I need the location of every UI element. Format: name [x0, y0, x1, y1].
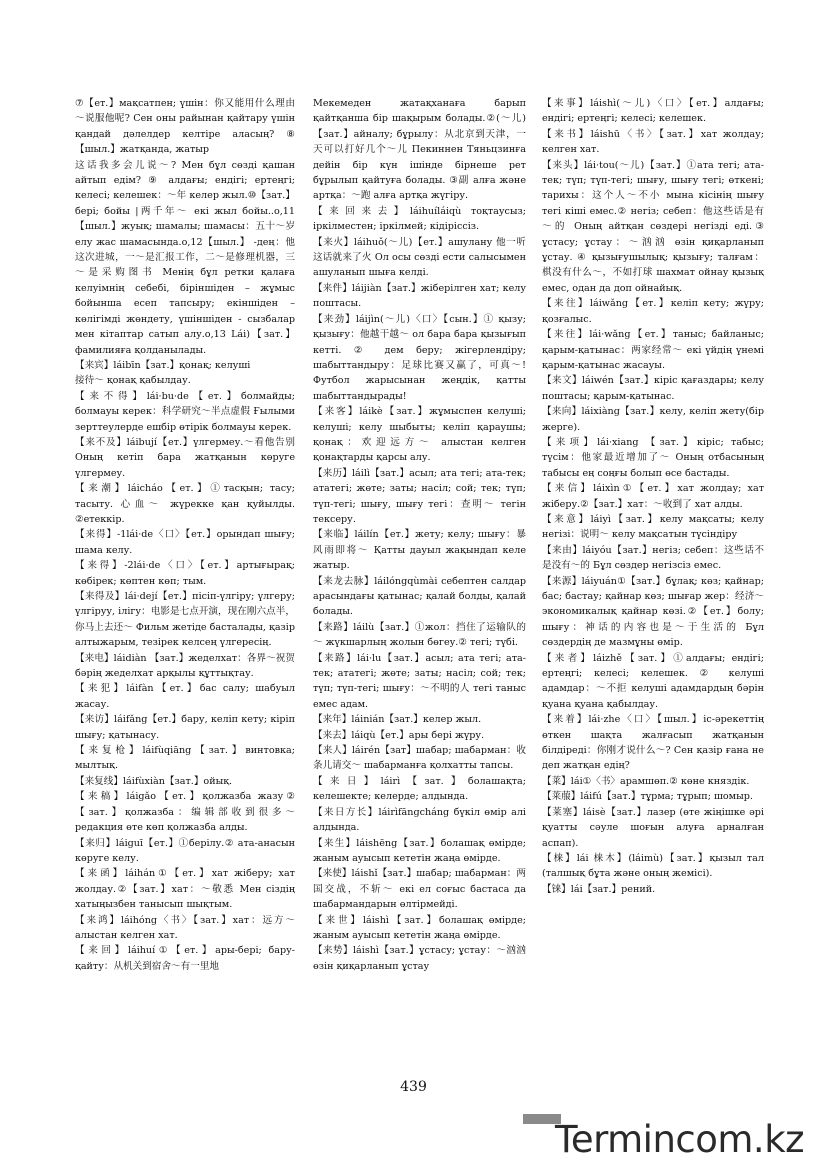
dictionary-entry: 【来龙去脉】láilóngqùmài себептен салдар арасындағы қатынас; қалай болды, қалай болады.: [313, 575, 526, 618]
dictionary-entry: 【来电】láidiàn 【зат.】жеделхат：各界～祝贺 бәрің жеделхат арқылы құттықтау.: [75, 652, 295, 680]
dictionary-entry: 【来宾】láibīn【зат.】қонақ; келуші: [75, 359, 251, 371]
dictionary-entry: 【铼】lái【зат.】рений.: [542, 883, 656, 895]
dictionary-entry: 【来去】láiqù【ет.】ары бері жүру.: [313, 729, 485, 741]
dictionary-entry: 【来不得】lái·bu·de【ет.】болмайды; болмауы керек：科学研究～半点虚假 Ғылыми зерттеулерде ешбір өтірік болмауы керек.: [75, 390, 295, 433]
dictionary-entry: 【来往】láiwǎng【ет.】келіп кету; жүру; қозғалыс.: [542, 298, 764, 325]
dictionary-entry: 【莱塞】láisè【зат.】лазер (өте жіңішке әрі қуатты сәуле шоғын алуға арналған аспап).: [542, 806, 764, 849]
dictionary-column-3: [542, 96, 764, 1061]
dictionary-entry: 【来得及】lái·dejí【ет.】пісіп-үлгіру; үлгеру; үлгіруу, ілігу：电影是七点开演，现在刚六点半，你马上去还～ Фильм жетіде басталады, қазір алтыжарым, тезірек келсең үлгересің.: [75, 591, 295, 649]
dictionary-entry: 【来信】láixìn①【ет.】хат жолдау; хат жіберу.②【зат.】хат：～收到了 хат алды.: [542, 483, 764, 510]
dictionary-entry: 【来路】láilù【зат.】①жол：挡住了运输队的～ жүкшарлың жолын бөгеу.② тегі; түбі.: [313, 621, 526, 649]
dictionary-entry: Мекемеден жатақханаға барып қайтқанша бір шақырым болады.②(～儿)【зат.】айналу; бұрылу：从北京到天津，一天可以打好几个～儿 Пекиннен Тяньцзинға дейін бір күн ішінде бірнеше рет бұрылып қайтуға болады. ③副 алға және артқа：～跑 алға артқа жүгіру.: [313, 98, 526, 202]
dictionary-entry: 【来件】láijiàn【зат.】жіберілген хат; келу поштасы.: [313, 282, 526, 310]
dictionary-entry: 【来势】láishì【зат.】ұстасу; ұстау：～汹汹 өзін қиқарланып ұстау: [313, 945, 526, 972]
dictionary-column-2: [313, 96, 526, 1061]
dictionary-entry: 【梾】lái 梾木】(láimù)【зат.】қызыл тал (талшық бұта және оның жеміcі).: [542, 852, 764, 880]
dictionary-entry: 【来路】lái·lu【зат.】асыл; ата тегі; ата-тек; ататегі; жөте; заты; насіл; сой; тек; түп; түп-тегі; шығу：～不明的人 тегі таныс емес адам.: [313, 652, 526, 710]
dictionary-entry: 【来使】láishǐ【зат.】шабар; шабарман：两国交战，不斩～ екі ел соғыс бастаса да шабармандарын өлтірмейді.: [313, 868, 526, 911]
dictionary-entry: 【来着】lái·zhe〈口〉【шыл.】іс-әрекеттің өткен шақта жалғасып жатқанын білдіреді：你刚才说什么～? Сен қазір ғана не деп жатқан едің?: [542, 714, 764, 772]
dictionary-entry: 【来文】láiwén【зат.】кіріс қағаздары; келу поштасы; қарым-қатынас.: [542, 375, 764, 402]
dictionary-entry: 【来历】láilì【зат.】асыл; ата тегі; ата-тек; ататегі; жөте; заты; насіл; сой; тек; түп; түп-тегі; шығу, шығу тегі：查明～ тегін тексеру.: [313, 467, 526, 525]
dictionary-entry: 【来得】-1lái·de〈口〉【ет.】орындап шығу; шама келу.: [75, 529, 295, 556]
dictionary-entry: 【来头】lái·tou(～儿)【зат.】①ата тегі; ата-тек; түп; түп-тегі; шығу, шығу тегі; өткені; тарихы：这个人～不小 мына кісінің шығу тегі кіші емес.② негіз; себеп：他这些话是有～的 Оның айтқан сөздері негізді еді.③ ұстасу; ұстау：～汹汹 өзін қиқарланып ұстау. ④ қызығушылық; қызығу; талғам：棋没有什么～，不如打球 шахмат ойнау қызық емес, одан да доп ойнайық.: [542, 159, 764, 294]
dictionary-entry: ⑦【ет.】мақсатпен; үшін：你又能用什么理由～说服他呢? Сен оны райынан қайтару үшін қандай дәлелдер келтіре аласың? ⑧【шыл.】жатқанда, жатыр: [75, 98, 295, 156]
dictionary-entry: 【来向】láixiàng【зат.】келу, келіп жету(бір жерге).: [542, 406, 764, 433]
dictionary-column-1: [75, 96, 295, 1061]
dictionary-entry: 接待～ қонақ қабылдау.: [75, 375, 191, 387]
dictionary-entry: 【来意】láiyì【зат.】келу мақсаты; келу негізі：说明～ келу мақсатын түсіндіру: [542, 513, 764, 541]
dictionary-entry: 【来年】láinián【зат.】келер жыл.: [313, 714, 482, 726]
dictionary-entry: 【莱菔】láifú【зат.】тұрма; тұрып; шомыр.: [542, 791, 753, 803]
dictionary-entry: 【来得】-2lái·de〈口〉【ет.】артығырақ; көбірек; көптен көп; тым.: [75, 560, 295, 587]
dictionary-entry: 【来书】láishū〈书〉【зат.】хат жолдау; келген хат.: [542, 128, 764, 156]
dictionary-entry: 【来往】lái·wǎng【ет.】таныс; байланыс; қарым-қатынас：两家经常～ екі үйдің үнемі қарым-қатынас жасауы.: [542, 329, 764, 371]
dictionary-entry: 【来访】láifǎng【ет.】бару, келіп кету; кіріп шығу; қатынасу.: [75, 714, 295, 741]
dictionary-entry: 【来回来去】láihuíláiqù тоқтаусыз; іркілместен; іркілмей; кідіріссіз.: [313, 205, 526, 233]
dictionary-entry: 【来人】láirén【зат】шабар; шабарман：收条儿请交～ шабарманға қолхатты тапсы.: [313, 745, 526, 772]
dictionary-entry: 【来源】láiyuán①【зат.】бұлақ; көз; қайнар; бас; бастау; қайнар көз; шығар жер：经济～ экономикалық қайнар көзі.②【ет.】болу; шығу：神话的内容也是～于生活的 Бұл сөздердің де мазмұны өмір.: [542, 575, 764, 649]
dictionary-entry: 这话我多会儿说～? Мен бұл сөзді қашан айтып едім? ⑨ алдағы; ендігі; ертеңгі; келесі; келешек：～年 келер жыл.⑩【зат.】бері; бойы |两千年～ екі жыл бойы..о,11 【шыл.】жуық; шамалы; шамасы：五十～岁 елу жас шамасында.о,12【шыл.】 -дең：他这次进城，一～是汇报工作，二～是修理机器，三～是采购图书 Менің бұл ретки қалаға келуімнің себебі, біріншіден – жұмыс бойынша есеп тапсыру; екіншіден – көлігімді жөндету, үшіншіден - сызбалар мен кітаптар сатып алу.о,13 Lái)【зат.】фамилияға қолданылады.: [75, 159, 295, 356]
dictionary-entry: 【来劲】láijìn(～儿)〈口〉【сын.】① қызу; қызығу：他越干越～ ол бара бара қызығып кетті. ② дем беру; жігерлендіру; шабыттандыру：足球比赛又赢了，可真～! Футбол жарысынан жеңдік, қатты шабыттандырады!: [313, 313, 526, 402]
dictionary-entry: 【来不及】láibují【ет.】үлгермеу.～看他告别 Оның кетіп бара жатқанын көруге үлгермеу.: [75, 436, 295, 479]
dictionary-entry: 【莱】lái①〈书〉арамшөп.② көне княздік.: [542, 775, 750, 787]
dictionary-entry: 【来复枪】láifùqiāng【зат.】винтовка; мылтық.: [75, 745, 295, 772]
dictionary-entry: 【来稿】láigǎo【ет.】қолжазба жазу② 【зат.】қолжазба：编辑部收到很多～ редакция өте көп қолжазба алды.: [75, 791, 295, 834]
dictionary-entry: 【来项】lái·xiang 【зат.】кіріс; табыс; түсім：他家最近增加了～ Оның отбасының табысы ең соңғы болып өсе бастады.: [542, 436, 764, 479]
dictionary-entry: 【来日方长】láirìfāngcháng бүкіл өмір алі алдында.: [313, 806, 526, 834]
dictionary-entry: 【来者】láizhě【зат.】①алдағы; ендігі; ертеңгі; келесі; келешек. ② келуші адамдар：～不拒 келуші адамдардың бәрін қуана қуана қабылдау.: [542, 652, 764, 710]
dictionary-entry: 【来世】láishì【зат.】болашақ өмірде; жаным ауысып кететін жаңа өмірде.: [313, 914, 526, 941]
dictionary-entry: 【来客】láikè【зат.】жұмыспен келуші; келуші; келу шыбыты; келіп қараушы; қонақ：欢迎远方～ алыстан келген қонақтарды қарсы алу.: [313, 406, 526, 464]
dictionary-entry: 【来函】láihán①【ет.】хат жіберу; хат жолдау.②【зат.】хат：～敬悉 Мен сіздің хатыңызбен танысып шықтым.: [75, 868, 295, 911]
site-logo: [523, 1108, 823, 1163]
dictionary-entry: 【来火】láihuǒ(～儿)【ет.】ашулану 他一听这话就来了火 Ол осы сөзді ести салысымен ашуланып шыға келді.: [313, 236, 526, 279]
dictionary-entry: 【来潮】láicháo【ет.】①тасқын; тасу; тасыту. 心血～ жүрекке қан қуйылды. ②етеккір.: [75, 483, 295, 525]
dictionary-entry: 【来鸿】láihóng〈书〉【зат.】хат：远方～ алыстан келген хат.: [75, 914, 295, 941]
dictionary-entry: 【来事】láishì(～儿)〈口〉【ет.】алдағы; ендігі; ертеңгі; келесі; келешек.: [542, 98, 764, 125]
page-number: 439: [400, 1079, 427, 1095]
dictionary-entry: 【来复线】láifùxiàn【зат.】ойық.: [75, 775, 233, 787]
dictionary-entry: 【来临】láilín【ет.】жету; келу; шығу：暴风雨即将～ Қатты дауыл жақындап келе жатыр.: [313, 529, 526, 572]
logo-text: Termincom.kz: [555, 1118, 805, 1161]
dictionary-entry: 【来由】láiyóu【зат.】негіз; себеп：这些话不是没有～的 Бұл сөздер негізсіз емес.: [542, 544, 764, 572]
dictionary-entry: 【来生】láishēng【зат.】болашақ өмірде; жаным ауысып кететін жаңа өмірде.: [313, 837, 526, 864]
dictionary-entry: 【来回】láihuí①【ет.】ары-бері; бару-қайту：从机关到宿舍～有一里地: [75, 945, 295, 972]
dictionary-entry: 【来归】láiguī【ет.】①берілу.② ата-анасын көруге келу.: [75, 837, 295, 864]
dictionary-entry: 【来犯】láifàn【ет.】бас салу; шабуыл жасау.: [75, 683, 295, 710]
dictionary-entry: 【来日】láirì【зат.】болашақта; келешекте; келерде; алдында.: [313, 775, 526, 803]
